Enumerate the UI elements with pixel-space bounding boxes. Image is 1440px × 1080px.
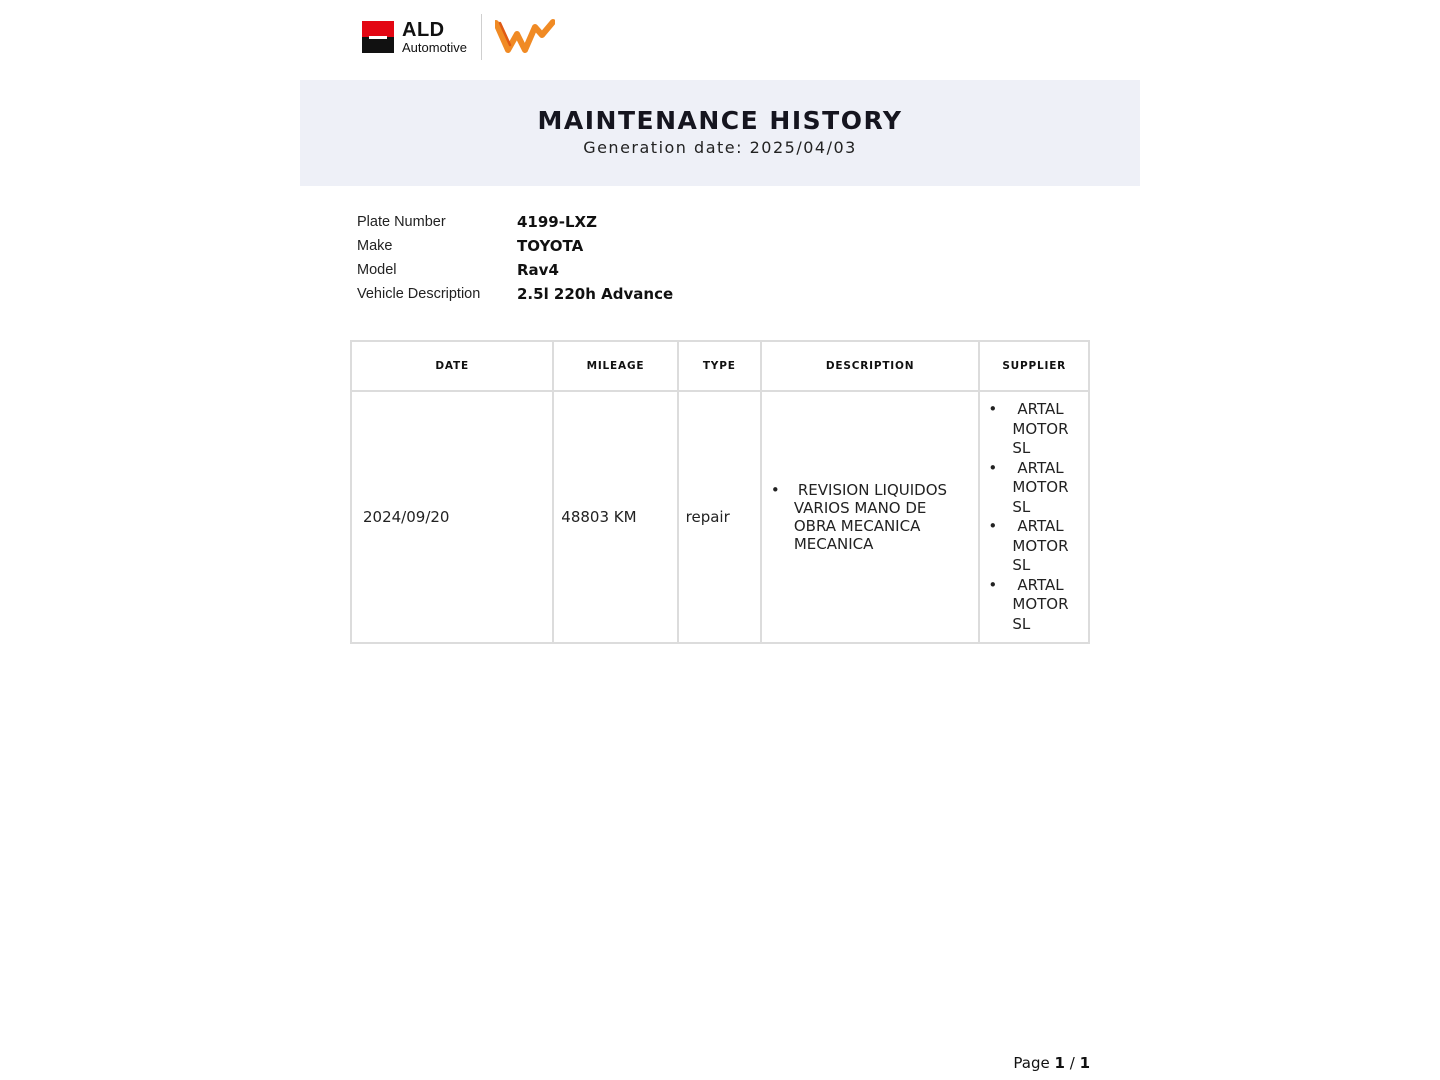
- description-list: [762, 481, 979, 553]
- supplier-value: ARTAL MOTOR SL: [1012, 575, 1069, 633]
- info-row-plate: [357, 210, 673, 234]
- list-item: [988, 400, 1084, 459]
- ald-logo-icon: [362, 21, 394, 53]
- page-label: Page: [1013, 1054, 1050, 1072]
- column-header-type: TYPE: [678, 341, 761, 391]
- plate-number-label: Plate Number: [357, 214, 446, 230]
- date-value: 2024/09/20: [363, 508, 450, 526]
- cell-supplier: [979, 391, 1089, 643]
- page-current: 1: [1054, 1054, 1065, 1072]
- bullet-icon: •: [988, 575, 998, 594]
- page-total: 1: [1079, 1054, 1090, 1072]
- vehicle-description-value: 2.5l 220h Advance: [517, 285, 674, 303]
- vehicle-description-label: Vehicle Description: [357, 286, 481, 302]
- generation-date-line: [300, 138, 1140, 157]
- ald-logo-sub: Automotive: [402, 40, 468, 55]
- supplier-value: ARTAL MOTOR SL: [1012, 517, 1069, 574]
- vehicle-info: [357, 210, 673, 306]
- supplier-value: ARTAL MOTOR SL: [1012, 400, 1069, 457]
- page-separator: /: [1069, 1054, 1075, 1072]
- header-logos: [362, 12, 555, 62]
- make-value: TOYOTA: [517, 237, 584, 255]
- logo-divider: [481, 14, 482, 60]
- bullet-icon: •: [988, 517, 998, 535]
- model-label: Model: [357, 262, 397, 278]
- page-indicator: [1013, 1054, 1090, 1072]
- ald-logo-name: ALD: [402, 19, 445, 41]
- page-title: MAINTENANCE HISTORY: [537, 106, 903, 135]
- ald-logo-text: [402, 20, 467, 54]
- description-value: REVISION LIQUIDOS VARIOS MANO DE OBRA MECANICA MECANICA: [793, 481, 948, 553]
- generation-date-value: 2025/04/03: [749, 138, 857, 157]
- cell-type: [678, 391, 761, 643]
- table-header-row: [351, 341, 1089, 391]
- supplier-value: ARTAL MOTOR SL: [1012, 458, 1069, 516]
- cell-date: [351, 391, 553, 643]
- list-item: [988, 517, 1084, 576]
- title-banner: [300, 80, 1140, 186]
- cell-mileage: [553, 391, 677, 643]
- cell-description: [761, 391, 980, 643]
- info-row-model: [357, 258, 673, 282]
- list-item: [988, 575, 1084, 635]
- bullet-icon: •: [770, 481, 780, 499]
- w-logo-icon: [495, 19, 555, 55]
- column-header-supplier: SUPPLIER: [979, 341, 1089, 391]
- column-header-description: DESCRIPTION: [761, 341, 980, 391]
- column-header-mileage: MILEAGE: [553, 341, 677, 391]
- mileage-value: 48803 KM: [561, 508, 637, 526]
- column-header-date: DATE: [351, 341, 553, 391]
- make-label: Make: [357, 238, 393, 254]
- list-item: [988, 458, 1084, 518]
- bullet-icon: •: [988, 458, 998, 477]
- info-row-description: [357, 282, 673, 306]
- info-row-make: [357, 234, 673, 258]
- model-value: Rav4: [517, 261, 559, 279]
- generation-date-label: Generation date:: [583, 138, 743, 157]
- table-row: [351, 391, 1089, 643]
- plate-number-value: 4199-LXZ: [517, 213, 597, 231]
- bullet-icon: •: [988, 400, 998, 418]
- maintenance-table: [350, 340, 1090, 644]
- supplier-list: [980, 400, 1088, 634]
- type-value: repair: [685, 508, 730, 526]
